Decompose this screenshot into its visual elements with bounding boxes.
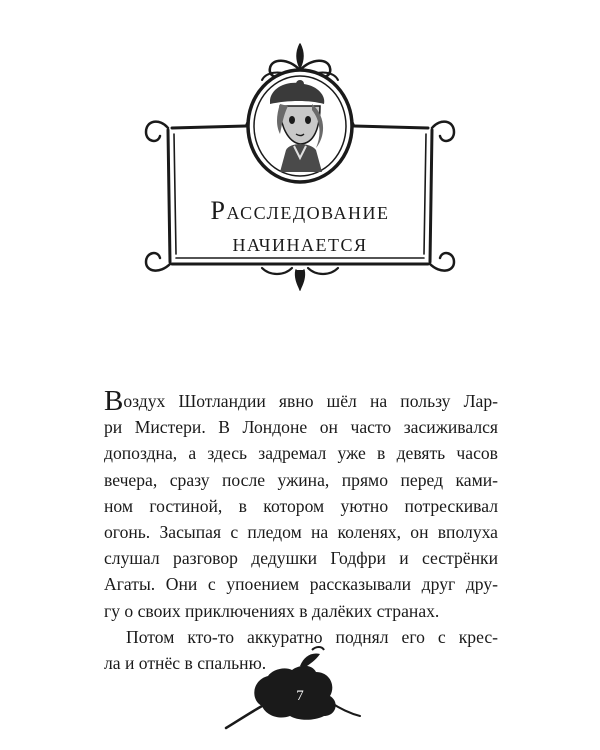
chapter-title [160, 195, 440, 259]
text-line: вечера, сразу после ужина, прямо перед ками- [104, 469, 498, 490]
text-line [104, 385, 498, 417]
chapter-title-line-1: Расследование [210, 196, 390, 225]
bottom-ornament [262, 268, 338, 290]
text-line: допоздна, а здесь задремал уже в девять часов [104, 443, 498, 464]
text-line: ла и отнёс в спальню. [104, 652, 267, 673]
text-line: ном гостиной, в котором уютно потрескивал [104, 495, 498, 516]
text-line: гу о своих приключениях в далёких странах. [104, 600, 440, 621]
text-line: ри Мистери. В Лондоне он часто засиживался [104, 417, 498, 438]
text-line: слушал разговор дедушки Годфри и сестрёнки [104, 548, 498, 569]
chapter-title-line-2: начинается [232, 228, 368, 257]
text-line-content: оздух Шотландии явно шёл на пользу Лар- [123, 391, 498, 411]
text-line: Потом кто-то аккуратно поднял его с крес- [126, 626, 498, 647]
drop-cap: В [104, 385, 124, 417]
text-line: Агаты. Они с упоением рассказывали друг дру- [104, 574, 498, 595]
text-line: огонь. Засыпая с пледом на коленях, он вполуха [104, 521, 498, 542]
page-number: 7 [296, 688, 304, 704]
chapter-body-text [104, 385, 498, 676]
